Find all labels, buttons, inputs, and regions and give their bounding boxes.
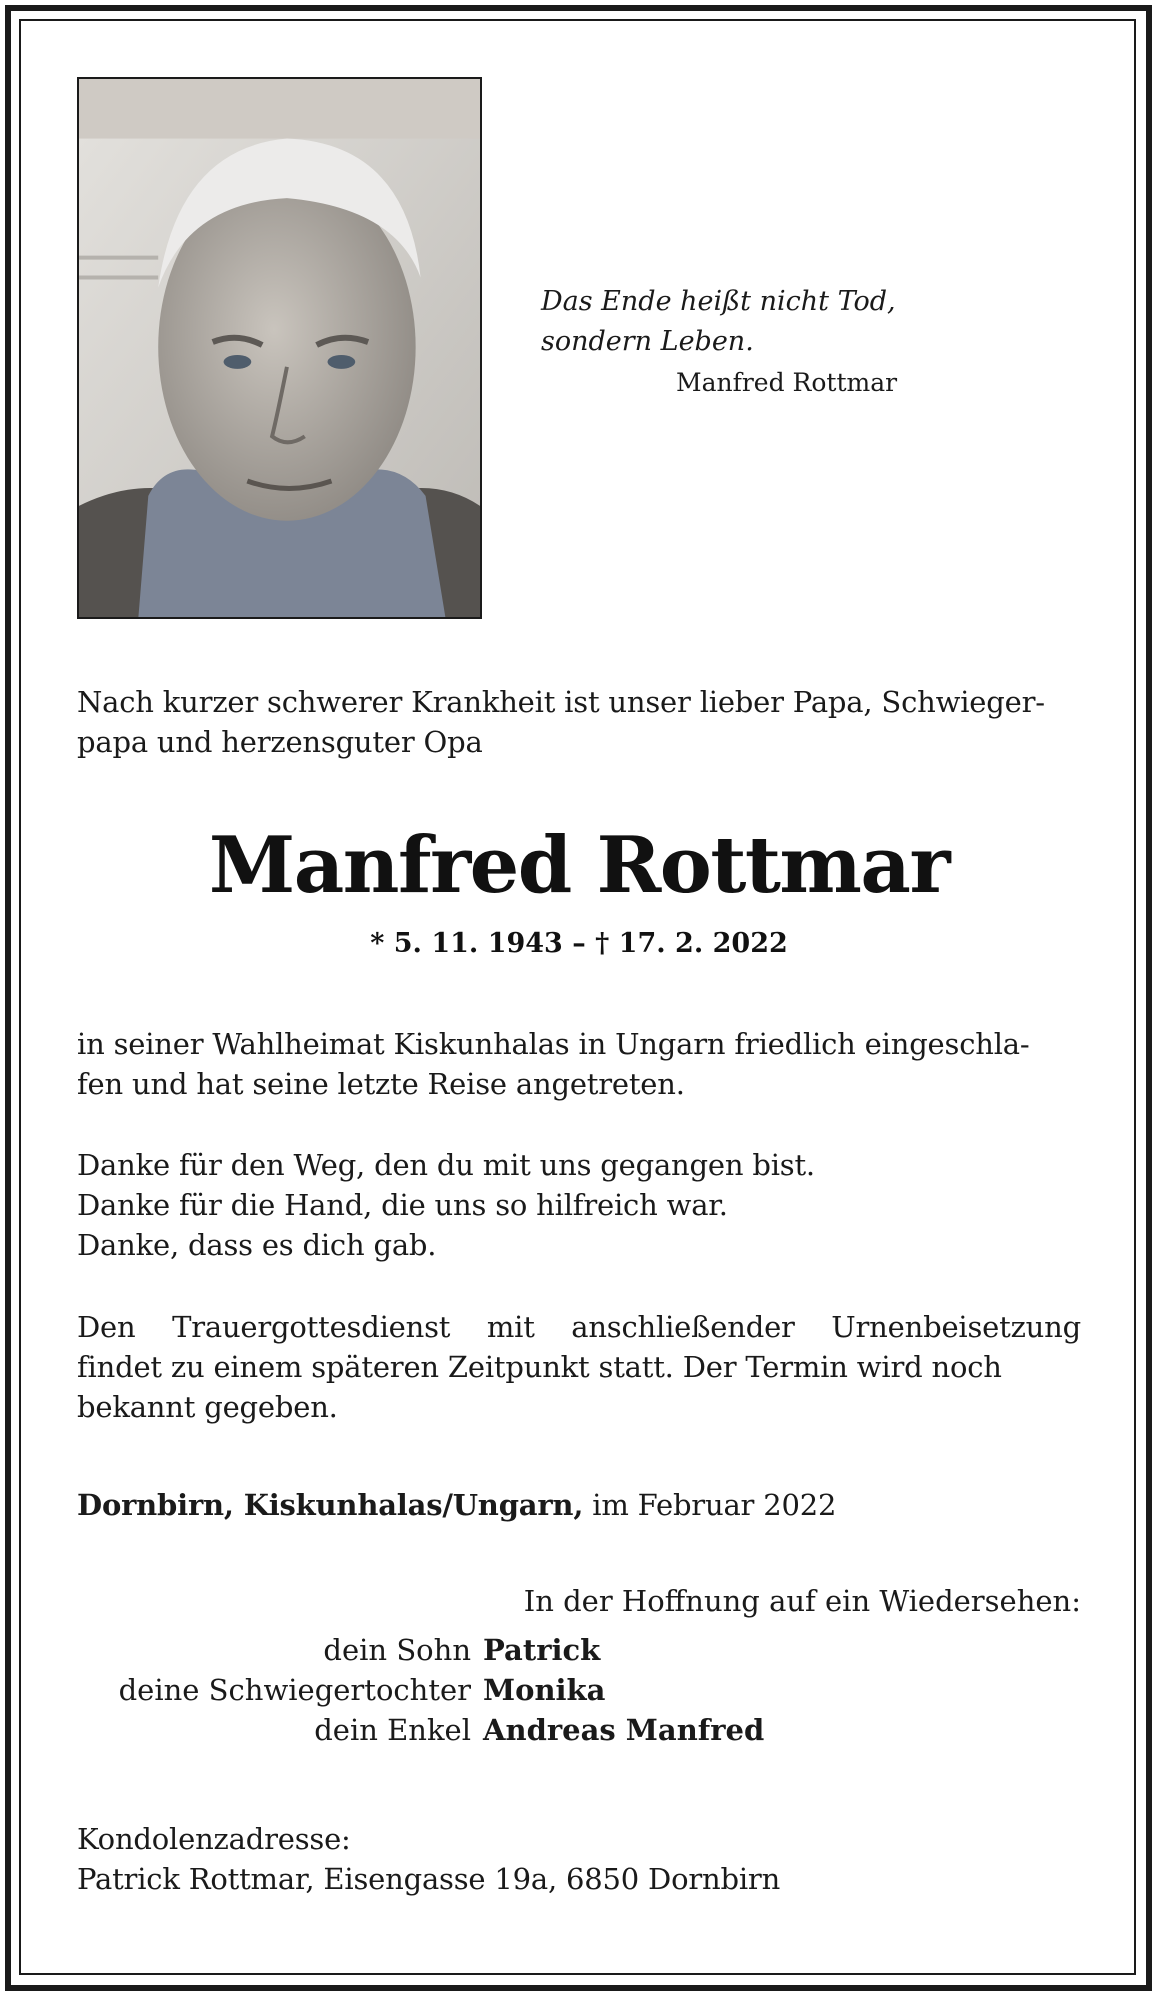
service-line-1: Den Trauergottesdienst mit anschließender Urnenbeisetzung <box>77 1310 1081 1344</box>
mourner-name: Andreas Manfred <box>483 1713 765 1747</box>
mourner-relation: dein Sohn <box>323 1633 471 1667</box>
mourner-name: Patrick <box>483 1633 601 1667</box>
passing-line-2: fen und hat seine letzte Reise angetreten. <box>77 1067 685 1101</box>
quote-author: Manfred Rottmar <box>676 368 898 397</box>
mourner-row <box>77 1670 1081 1710</box>
date: im Februar 2022 <box>592 1488 837 1522</box>
life-dates: * 5. 11. 1943 – † 17. 2. 2022 <box>370 928 788 959</box>
portrait-photo <box>77 77 482 619</box>
mourner-relation: deine Schwiegertochter <box>118 1673 471 1707</box>
intro-line-2: papa und herzensguter Opa <box>77 725 483 759</box>
condolence-block <box>77 1819 1081 1899</box>
thanks-line-3: Danke, dass es dich gab. <box>77 1228 437 1262</box>
places: Dornbirn, Kiskunhalas/Ungarn, <box>77 1488 584 1522</box>
quote-line-2: sondern Leben. <box>541 326 754 357</box>
hope-line: In der Hoffnung auf ein Wiedersehen: <box>523 1584 1081 1618</box>
intro-paragraph <box>77 682 1081 762</box>
passing-paragraph <box>77 1024 1081 1104</box>
mourners-list <box>77 1630 1081 1750</box>
place-date-line <box>77 1485 1081 1525</box>
thanks-line-2: Danke für die Hand, die uns so hilfreich war. <box>77 1188 728 1222</box>
mourner-name: Monika <box>483 1673 606 1707</box>
condolence-label: Kondolenzadresse: <box>77 1822 351 1856</box>
service-paragraph <box>77 1307 1081 1427</box>
mourner-relation: dein Enkel <box>314 1713 471 1747</box>
thanks-line-1: Danke für den Weg, den du mit uns gegangen bist. <box>77 1148 815 1182</box>
mourner-row <box>77 1710 1081 1750</box>
deceased-name: Manfred Rottmar <box>208 820 950 911</box>
passing-line-1: in seiner Wahlheimat Kiskunhalas in Ungarn friedlich eingeschla- <box>77 1027 1030 1061</box>
intro-line-1: Nach kurzer schwerer Krankheit ist unser lieber Papa, Schwieger- <box>77 685 1045 719</box>
mourner-row <box>77 1630 1081 1670</box>
service-line-2: findet zu einem späteren Zeitpunkt statt. Der Termin wird noch <box>77 1350 1002 1384</box>
thanks-paragraph <box>77 1145 1081 1265</box>
epigraph-quote <box>541 282 961 362</box>
quote-line-1: Das Ende heißt nicht Tod, <box>541 286 896 317</box>
condolence-address: Patrick Rottmar, Eisengasse 19a, 6850 Dornbirn <box>77 1862 781 1896</box>
service-line-3: bekannt gegeben. <box>77 1390 338 1424</box>
